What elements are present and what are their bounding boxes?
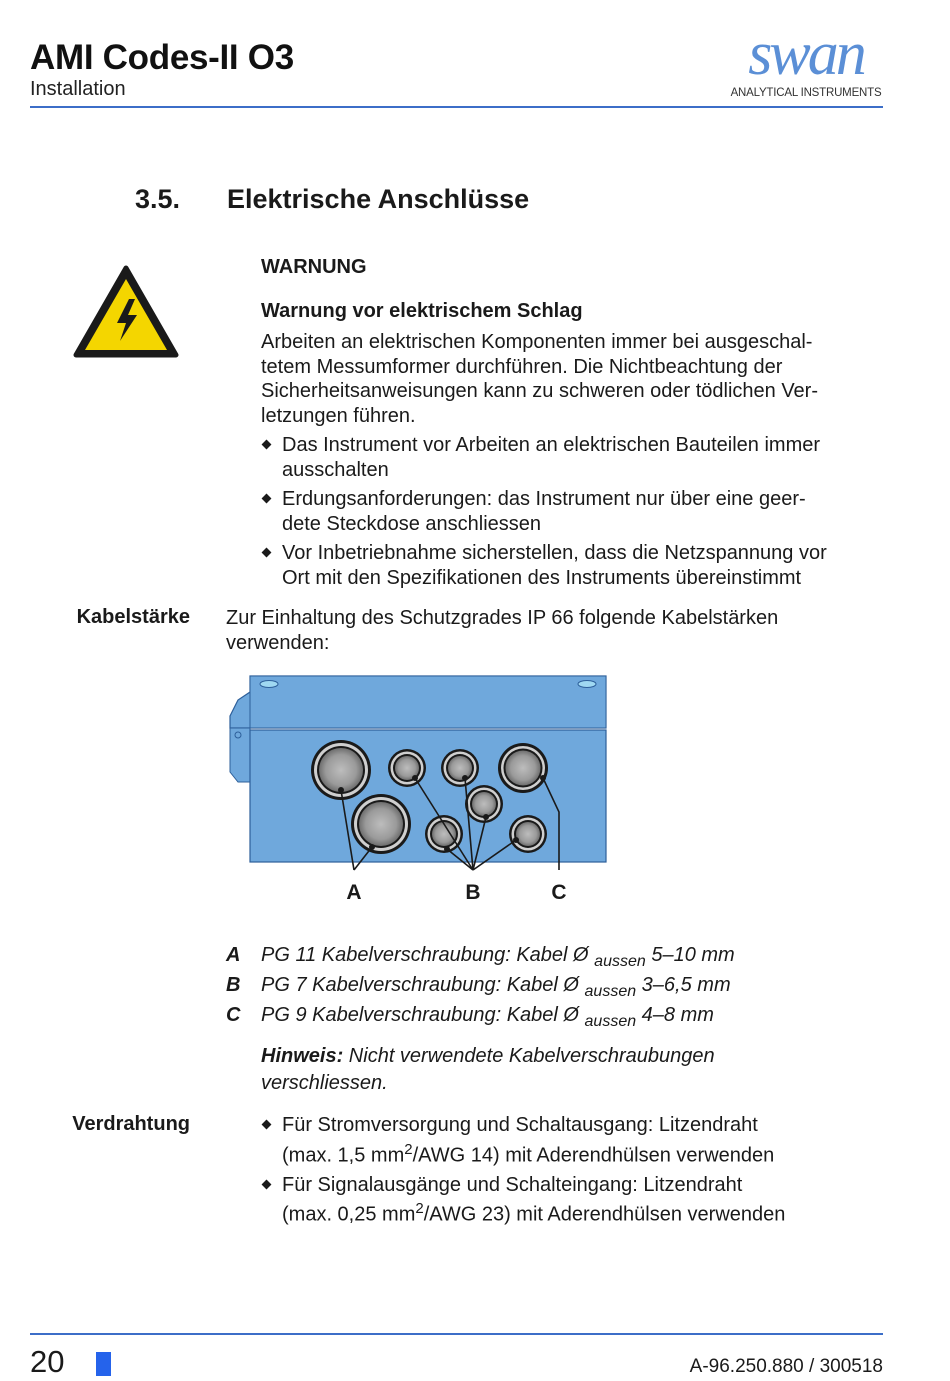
- footer-divider: [30, 1333, 883, 1335]
- legend-text: [261, 1004, 714, 1031]
- chapter-name: Installation: [30, 78, 126, 100]
- cable-gland-diagram: [226, 672, 616, 912]
- section-title: Elektrische Anschlüsse: [227, 184, 530, 214]
- legend-suffix: 5–10 mm: [645, 944, 735, 966]
- warning-subtitle: Warnung vor elektrischem Schlag: [261, 300, 583, 322]
- page-marker: [96, 1352, 111, 1376]
- text-line: Vor Inbetriebnahme sicherstellen, dass die Netzspannung vor: [282, 542, 827, 564]
- list-item: [261, 433, 891, 482]
- legend-key: B: [226, 974, 241, 996]
- warning-text: [261, 330, 886, 428]
- bullet-icon: [262, 1120, 272, 1130]
- superscript: 2: [404, 1140, 413, 1158]
- electric-shock-warning-icon: [73, 265, 179, 359]
- document-title: AMI Codes-II O3: [30, 38, 294, 77]
- legend-suffix: 4–8 mm: [636, 1004, 714, 1026]
- warning-bullet-list: [261, 433, 891, 595]
- bullet-icon: [262, 440, 272, 450]
- bullet-icon: [262, 494, 272, 504]
- page-number: 20: [30, 1344, 65, 1379]
- text-line: verwenden:: [226, 631, 330, 654]
- legend-prefix: PG 11 Kabelverschraubung: Kabel Ø: [261, 944, 595, 966]
- logo-word: swan: [748, 20, 864, 88]
- gland-c: [498, 743, 548, 793]
- list-item: [261, 541, 891, 590]
- superscript: 2: [415, 1200, 424, 1218]
- gland-a-bottom: [351, 794, 411, 854]
- legend-subscript: aussen: [584, 983, 637, 1000]
- legend-text: [261, 944, 735, 971]
- gland-b-2: [441, 749, 479, 787]
- legend-subscript: aussen: [594, 953, 646, 970]
- text-line: ausschalten: [282, 458, 389, 481]
- warning-label: WARNUNG: [261, 256, 367, 278]
- section-number: 3.5.: [135, 184, 181, 214]
- document-id: A-96.250.880 / 300518: [689, 1356, 883, 1377]
- wiring-bullet-list: [261, 1113, 891, 1232]
- legend-key: A: [226, 944, 241, 966]
- bullet-icon: [262, 548, 272, 558]
- logo-tagline: ANALYTICAL INSTRUMENTS: [730, 87, 882, 99]
- cable-size-label: Kabelstärke: [76, 606, 190, 628]
- diagram-label-c: C: [551, 881, 567, 904]
- note-label: Hinweis:: [261, 1045, 344, 1067]
- text-line: dete Steckdose anschliessen: [282, 512, 542, 535]
- cable-intro-text: [226, 606, 866, 655]
- text-part: (max. 1,5 mm: [282, 1144, 405, 1167]
- legend-key: C: [226, 1004, 241, 1026]
- text-line: Für Signalausgänge und Schalteingang: Litzendraht: [282, 1173, 743, 1196]
- swan-logo: [722, 20, 888, 102]
- legend-suffix: 3–6,5 mm: [636, 974, 731, 996]
- note-text: [261, 1043, 861, 1097]
- wiring-label: Verdrahtung: [72, 1113, 190, 1135]
- list-item: [261, 487, 891, 536]
- text-line: Das Instrument vor Arbeiten an elektrischen Bauteilen immer: [282, 434, 821, 456]
- text-line: Ort mit den Spezifikationen des Instruments übereinstimmt: [282, 566, 802, 589]
- text-line: [261, 1043, 861, 1070]
- text-part: (max. 0,25 mm: [282, 1203, 416, 1226]
- legend-prefix: PG 7 Kabelverschraubung: Kabel Ø: [261, 974, 585, 996]
- header-divider: [30, 106, 883, 108]
- diagram-label-b: B: [465, 881, 481, 904]
- text-line: [282, 1138, 891, 1168]
- list-item: [261, 1113, 891, 1168]
- text-line: Für Stromversorgung und Schaltausgang: Litzendraht: [282, 1114, 758, 1136]
- text-line: tetem Messumformer durchführen. Die Nichtbeachtung der: [261, 355, 783, 378]
- gland-b-1: [388, 749, 426, 787]
- gland-b-5: [509, 815, 547, 853]
- text-line: Arbeiten an elektrischen Komponenten immer bei ausgeschal-: [261, 331, 813, 353]
- legend-prefix: PG 9 Kabelverschraubung: Kabel Ø: [261, 1004, 585, 1026]
- list-item: [261, 1173, 891, 1228]
- legend-text: [261, 974, 731, 1001]
- text-line: letzungen führen.: [261, 404, 416, 427]
- note-body: Nicht verwendete Kabelverschraubungen: [343, 1045, 715, 1067]
- text-part: /AWG 14) mit Aderendhülsen verwenden: [412, 1144, 775, 1167]
- text-line: Sicherheitsanweisungen kann zu schweren oder tödlichen Ver-: [261, 380, 819, 402]
- text-line: verschliessen.: [261, 1072, 388, 1094]
- diagram-label-a: A: [346, 881, 362, 904]
- bullet-icon: [262, 1179, 272, 1189]
- text-part: /AWG 23) mit Aderendhülsen verwenden: [423, 1203, 786, 1226]
- text-line: Erdungsanforderungen: das Instrument nur über eine geer-: [282, 488, 806, 510]
- text-line: Zur Einhaltung des Schutzgrades IP 66 folgende Kabelstärken: [226, 607, 779, 629]
- legend-subscript: aussen: [584, 1013, 637, 1030]
- gland-b-4: [425, 815, 463, 853]
- text-line: [282, 1197, 891, 1227]
